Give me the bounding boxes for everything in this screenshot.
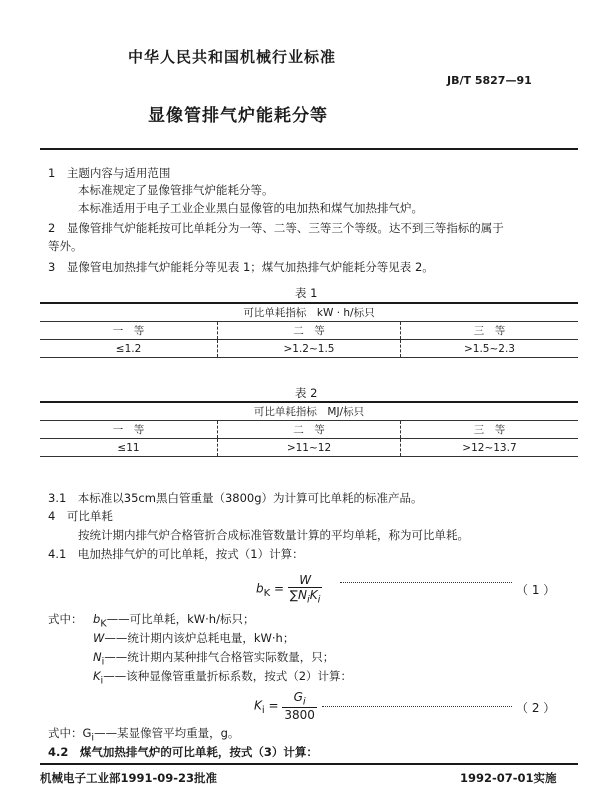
formula-2-lhs: K <box>254 698 262 713</box>
section-3-line: 3 显像管电加热排气炉能耗分等见表 1；煤气加热排气炉能耗分等见表 2。 <box>48 260 434 274</box>
formula-2-numerator: $G_i$ <box>282 690 317 708</box>
table-2-col-2: 二 等 <box>218 421 401 439</box>
formula-2-fraction <box>282 690 317 722</box>
formula-1-numerator: W <box>288 573 323 588</box>
section-2-line-1: 2 显像管排气炉能耗按可比单耗分为一等、二等、三等三个等级。达不到三等指标的属于 <box>48 221 504 235</box>
formula-2-number: （ 2 ） <box>516 701 556 715</box>
title-rule <box>40 148 578 150</box>
table-2-col-3: 三 等 <box>400 421 578 439</box>
formula-1-lhs: b <box>256 581 264 596</box>
legend-1-item: $b_K——$可比单耗，kW·h/标只； <box>93 612 255 630</box>
table-2-value-3: >12~13.7 <box>400 439 578 457</box>
standard-code: JB/T 5827—91 <box>447 74 532 87</box>
section-1-heading: 1 主题内容与适用范围 <box>48 166 171 180</box>
table-1 <box>40 304 578 358</box>
formula-2-lhs-sub: i <box>261 705 265 717</box>
legend-1-item: W——统计期内该炉总耗电量，kW·h； <box>93 631 295 645</box>
document-title: 显像管排气炉能耗分等 <box>148 106 328 126</box>
issuing-organization: 中华人民共和国机械行业标准 <box>128 48 337 66</box>
formula-1-leader <box>340 582 512 583</box>
table-1-header: 可比单耗指标 kW · h/标只 <box>40 304 578 322</box>
formula-1-fraction <box>288 573 323 605</box>
effective-date: 1992-07-01实施 <box>460 771 557 785</box>
formula-1 <box>256 573 322 605</box>
table-1-value-3: >1.5~2.3 <box>400 340 578 358</box>
section-3-1: 3.1 本标准以35cm黑白管重量（3800g）为计算可比单耗的标准产品。 <box>48 491 423 505</box>
section-4-1: 4.1 电加热排气炉的可比单耗，按式（1）计算： <box>48 547 304 561</box>
formula-1-number: （ 1 ） <box>516 583 556 597</box>
approval-date: 机械电子工业部1991-09-23批准 <box>40 771 218 785</box>
section-2-line-2: 等外。 <box>48 239 83 253</box>
legend-1-prefix: 式中： <box>48 612 83 626</box>
section-4-para: 按统计期内排气炉合格管折合成标准管数量计算的平均单耗，称为可比单耗。 <box>78 528 469 542</box>
section-1-para-2: 本标准适用于电子工业企业黑白显像管的电加热和煤气加热排气炉。 <box>78 201 423 215</box>
legend-1-item: $K_i——$该种显像管重量折标系数，按式（2）计算： <box>93 669 353 687</box>
table-1-caption: 表 1 <box>295 286 318 300</box>
table-2-value-1: ≤11 <box>40 439 218 457</box>
table-1-col-1: 一 等 <box>40 322 218 340</box>
table-2-caption: 表 2 <box>295 386 318 400</box>
table-1-col-2: 二 等 <box>218 322 401 340</box>
section-4-2: 4.2 煤气加热排气炉的可比单耗，按式（3）计算： <box>48 745 318 759</box>
formula-2-denominator: 3800 <box>284 708 315 723</box>
section-1-para-1: 本标准规定了显像管排气炉能耗分等。 <box>78 183 274 197</box>
legend-2: 式中：$G_i——$某显像管平均重量，g。 <box>48 726 240 744</box>
formula-2 <box>254 690 317 722</box>
table-1-col-3: 三 等 <box>400 322 578 340</box>
legend-1-item: $N_i——$统计期内某种排气合格管实际数量，只； <box>93 650 335 668</box>
formula-2-leader <box>322 706 512 707</box>
table-2 <box>40 403 578 457</box>
formula-1-denominator: $\sum N_iK_i$ <box>289 588 321 606</box>
formula-1-equals: = <box>274 581 285 596</box>
footer-rule <box>40 763 578 765</box>
table-2-header: 可比单耗指标 MJ/标只 <box>40 403 578 421</box>
section-4-heading: 4 可比单耗 <box>48 509 113 523</box>
table-1-value-1: ≤1.2 <box>40 340 218 358</box>
table-2-col-1: 一 等 <box>40 421 218 439</box>
table-2-value-2: >11~12 <box>218 439 401 457</box>
formula-1-lhs-sub: K <box>263 588 271 600</box>
formula-2-equals: = <box>268 698 279 713</box>
table-1-value-2: >1.2~1.5 <box>218 340 401 358</box>
